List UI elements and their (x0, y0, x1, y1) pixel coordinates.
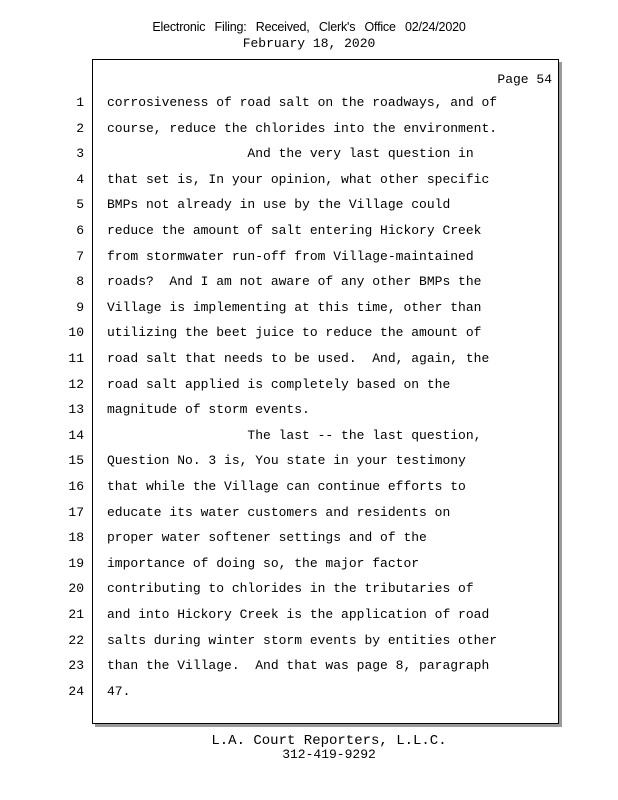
reporter-company: L.A. Court Reporters, L.L.C. (211, 733, 447, 749)
line-number: 15 (68, 453, 84, 468)
line-number: 14 (68, 428, 84, 443)
line-text: contributing to chlorides in the tributaries of (107, 581, 474, 596)
line-text: from stormwater run-off from Village-maintained (107, 249, 474, 264)
line-number: 24 (68, 684, 84, 699)
line-text: And the very last question in (107, 146, 474, 161)
line-text: Village is implementing at this time, other than (107, 300, 482, 315)
transcript-date: February 18, 2020 (242, 36, 376, 51)
line-number: 10 (68, 325, 84, 340)
page-number: Page 54 (497, 72, 552, 87)
line-number: 16 (68, 479, 84, 494)
line-text: that while the Village can continue efforts to (107, 479, 466, 494)
line-number: 9 (76, 300, 84, 315)
line-text: Question No. 3 is, You state in your testimony (107, 453, 466, 468)
line-text: road salt that needs to be used. And, again, the (107, 351, 490, 366)
line-text: road salt applied is completely based on the (107, 377, 451, 392)
line-text: salts during winter storm events by entities other (107, 633, 498, 648)
line-number: 2 (76, 121, 84, 136)
line-text: The last -- the last question, (107, 428, 482, 443)
line-number: 13 (68, 402, 84, 417)
line-number: 4 (76, 172, 84, 187)
line-number: 23 (68, 658, 84, 673)
line-number: 17 (68, 505, 84, 520)
reporter-phone: 312-419-9292 (282, 747, 376, 762)
line-text: corrosiveness of road salt on the roadways, and of (107, 95, 498, 110)
line-text: BMPs not already in use by the Village could (107, 197, 451, 212)
line-number: 5 (76, 197, 84, 212)
line-text: course, reduce the chlorides into the environment. (107, 121, 498, 136)
line-text: and into Hickory Creek is the application of road (107, 607, 490, 622)
line-text: utilizing the beet juice to reduce the amount of (107, 325, 482, 340)
line-text: educate its water customers and residents on (107, 505, 451, 520)
efiling-stamp: Electronic Filing: Received, Clerk's Office 02/24/2020 (152, 20, 466, 34)
line-number: 8 (76, 274, 84, 289)
line-text: reduce the amount of salt entering Hickory Creek (107, 223, 482, 238)
line-number: 1 (76, 95, 84, 110)
line-number: 7 (76, 249, 84, 264)
line-text: importance of doing so, the major factor (107, 556, 420, 571)
line-number: 22 (68, 633, 84, 648)
line-text: that set is, In your opinion, what other specific (107, 172, 490, 187)
line-number: 21 (68, 607, 84, 622)
line-text: roads? And I am not aware of any other BMPs the (107, 274, 482, 289)
line-number: 12 (68, 377, 84, 392)
line-text: 47. (107, 684, 131, 699)
line-text: than the Village. And that was page 8, paragraph (107, 658, 490, 673)
line-number: 6 (76, 223, 84, 238)
line-number: 18 (68, 530, 84, 545)
line-number: 20 (68, 581, 84, 596)
line-text: proper water softener settings and of the (107, 530, 427, 545)
line-number: 3 (76, 146, 84, 161)
line-number: 19 (68, 556, 84, 571)
line-number: 11 (68, 351, 84, 366)
line-text: magnitude of storm events. (107, 402, 310, 417)
